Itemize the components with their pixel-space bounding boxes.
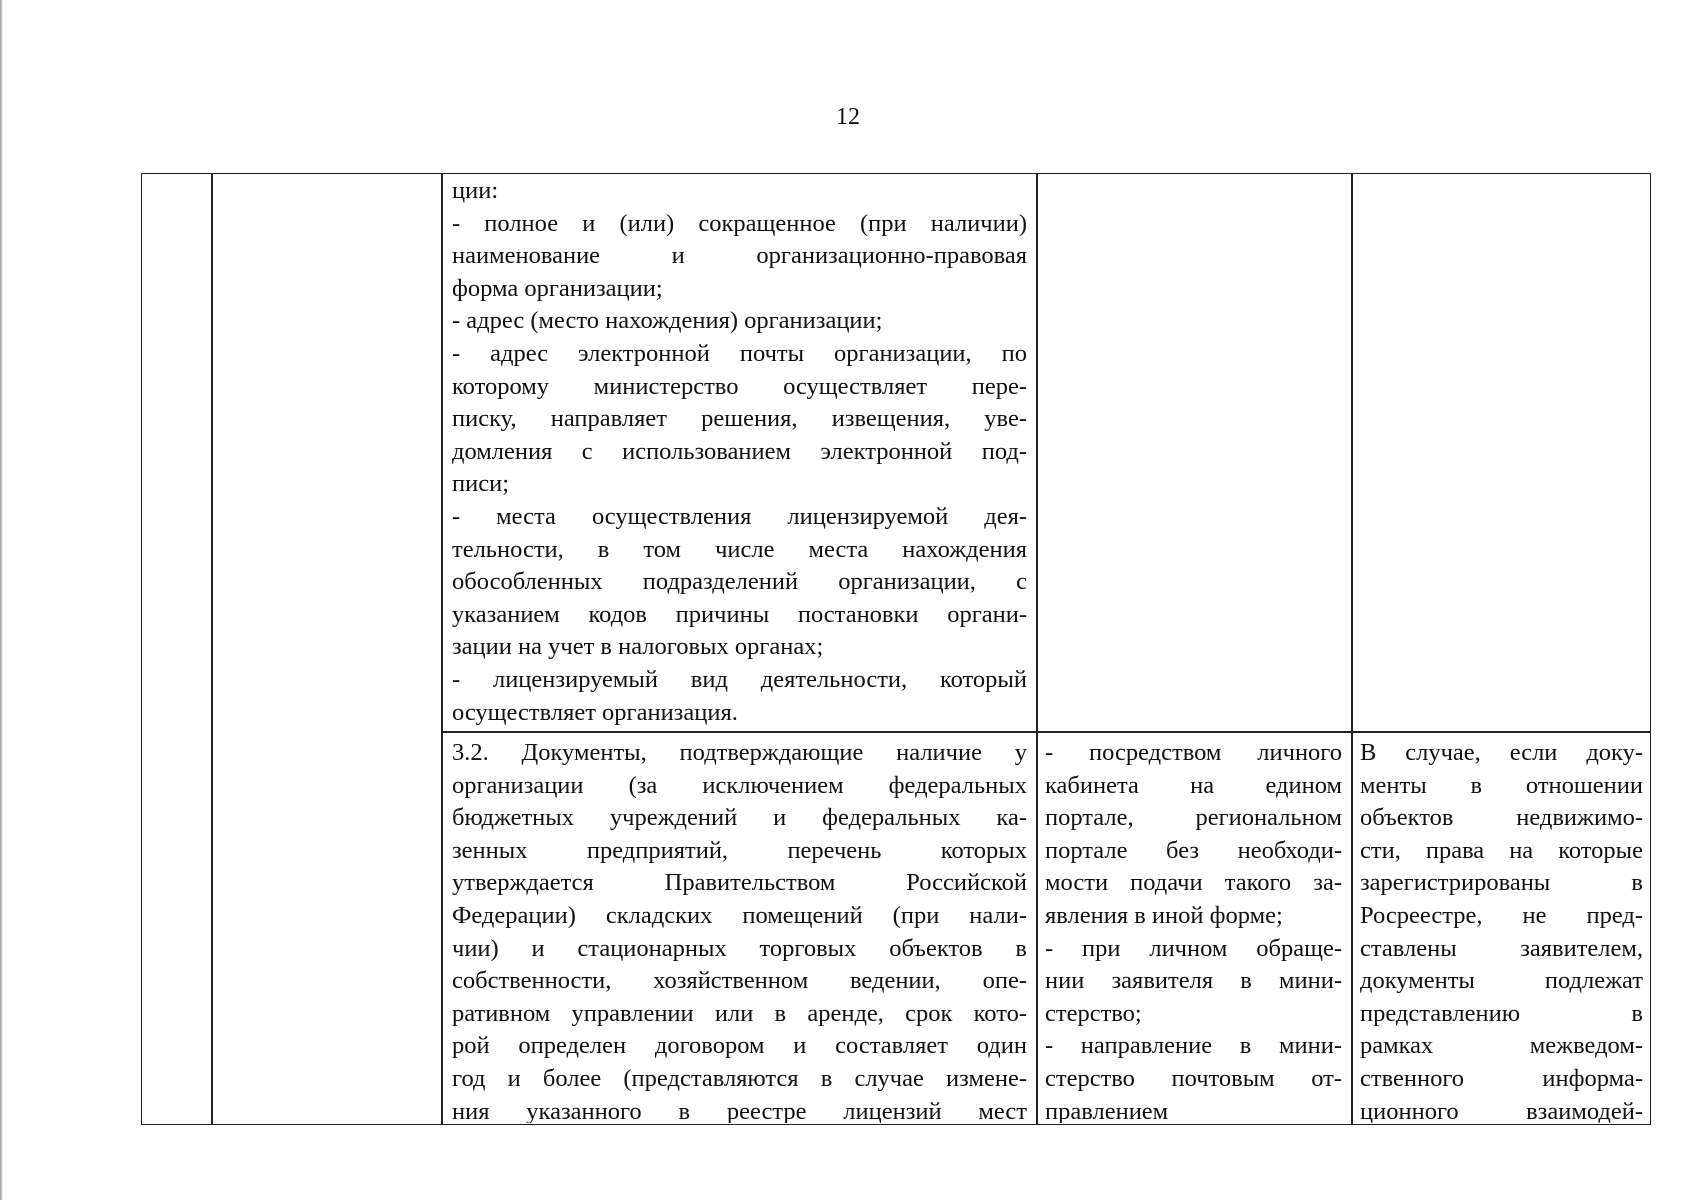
text-line: нии заявителя в мини-: [1045, 967, 1342, 995]
scan-edge: [0, 0, 3, 1200]
text-line: зарегистрированы в: [1360, 869, 1643, 897]
text-line: портале, региональном: [1045, 804, 1342, 832]
cell-col1: [142, 174, 211, 1124]
text-line: указанием кодов причины постановки органи-: [452, 600, 1027, 628]
text-line: ственного информа-: [1360, 1064, 1643, 1092]
page-number: 12: [836, 104, 860, 130]
text-line: документы подлежат: [1360, 967, 1643, 995]
text-line: В случае, если доку-: [1360, 739, 1643, 766]
text-line: объектов недвижимо-: [1360, 804, 1643, 832]
cell-row2-col3: [452, 737, 1027, 1123]
text-line: осуществляет организация.: [452, 698, 738, 726]
text-line: зации на учет в налоговых органах;: [452, 633, 824, 661]
text-line: - направление в мини-: [1045, 1032, 1342, 1060]
text-line: зенных предприятий, перечень которых: [452, 836, 1027, 864]
text-line: - лицензируемый вид деятельности, который: [452, 665, 1027, 693]
text-line: наименование и организационно-правовая: [452, 242, 1027, 270]
text-line: которому министерство осуществляет пере-: [452, 372, 1027, 400]
text-line: домления с использованием электронной под-: [452, 437, 1027, 465]
text-line: правлением: [1045, 1097, 1169, 1123]
text-line: кабинета на едином: [1045, 771, 1342, 799]
cell-row2-col5: [1360, 737, 1643, 1123]
text-line: стерство;: [1045, 999, 1142, 1027]
text-line: писи;: [452, 470, 510, 498]
text-line: ния указанного в реестре лицензий мест: [452, 1097, 1027, 1123]
text-line: форма организации;: [452, 274, 663, 302]
text-line: чии) и стационарных торговых объектов в: [452, 934, 1027, 962]
text-line: рой определен договором и составляет один: [452, 1032, 1027, 1060]
text-line: ративном управлении или в аренде, срок кото-: [452, 999, 1027, 1027]
text-line: ционного взаимодей-: [1360, 1097, 1643, 1123]
text-line: собственности, хозяйственном ведении, опе-: [452, 967, 1027, 995]
text-line: менты в отношении: [1360, 771, 1643, 799]
text-line: организации (за исключением федеральных: [452, 771, 1027, 799]
cell-row1-col5: [1353, 174, 1650, 731]
cell-row1-col4: [1038, 174, 1351, 731]
text-line: портале без необходи-: [1045, 836, 1342, 864]
text-line: ставлены заявителем,: [1360, 934, 1643, 962]
text-line: - адрес (место нахождения) организации;: [452, 307, 883, 335]
row-divider: [441, 731, 1650, 733]
text-line: представлению в: [1360, 999, 1643, 1027]
text-line: - при личном обраще-: [1045, 934, 1342, 962]
text-line: явления в иной форме;: [1045, 901, 1283, 929]
text-line: писку, направляет решения, извещения, уве-: [452, 405, 1027, 433]
text-line: обособленных подразделений организации, с: [452, 568, 1027, 596]
text-line: год и более (представляются в случае измене-: [452, 1064, 1027, 1092]
column-divider-2: [441, 174, 443, 1124]
text-line: утверждается Правительством Российской: [452, 869, 1027, 897]
cell-col2: [212, 174, 441, 1124]
text-line: Федерации) складских помещений (при нали-: [452, 901, 1027, 929]
cell-row2-col4: [1045, 737, 1342, 1123]
text-line: бюджетных учреждений и федеральных ка-: [452, 804, 1027, 832]
text-line: - посредством личного: [1045, 739, 1342, 766]
text-line: мости подачи такого за-: [1045, 869, 1342, 897]
text-line: - адрес электронной почты организации, по: [452, 339, 1027, 367]
document-table: [141, 173, 1651, 1125]
text-line: стерство почтовым от-: [1045, 1064, 1342, 1092]
text-line: - места осуществления лицензируемой дея-: [452, 502, 1027, 530]
text-line: 3.2. Документы, подтверждающие наличие у: [452, 739, 1027, 766]
text-line: Росреестре, не пред-: [1360, 901, 1643, 929]
text-line: - полное и (или) сокращенное (при наличии): [452, 209, 1027, 237]
text-line: ции:: [452, 177, 499, 204]
text-line: тельности, в том числе места нахождения: [452, 535, 1027, 563]
text-line: рамках межведом-: [1360, 1032, 1643, 1060]
cell-row1-col3: [452, 175, 1027, 731]
text-line: сти, права на которые: [1360, 836, 1643, 864]
